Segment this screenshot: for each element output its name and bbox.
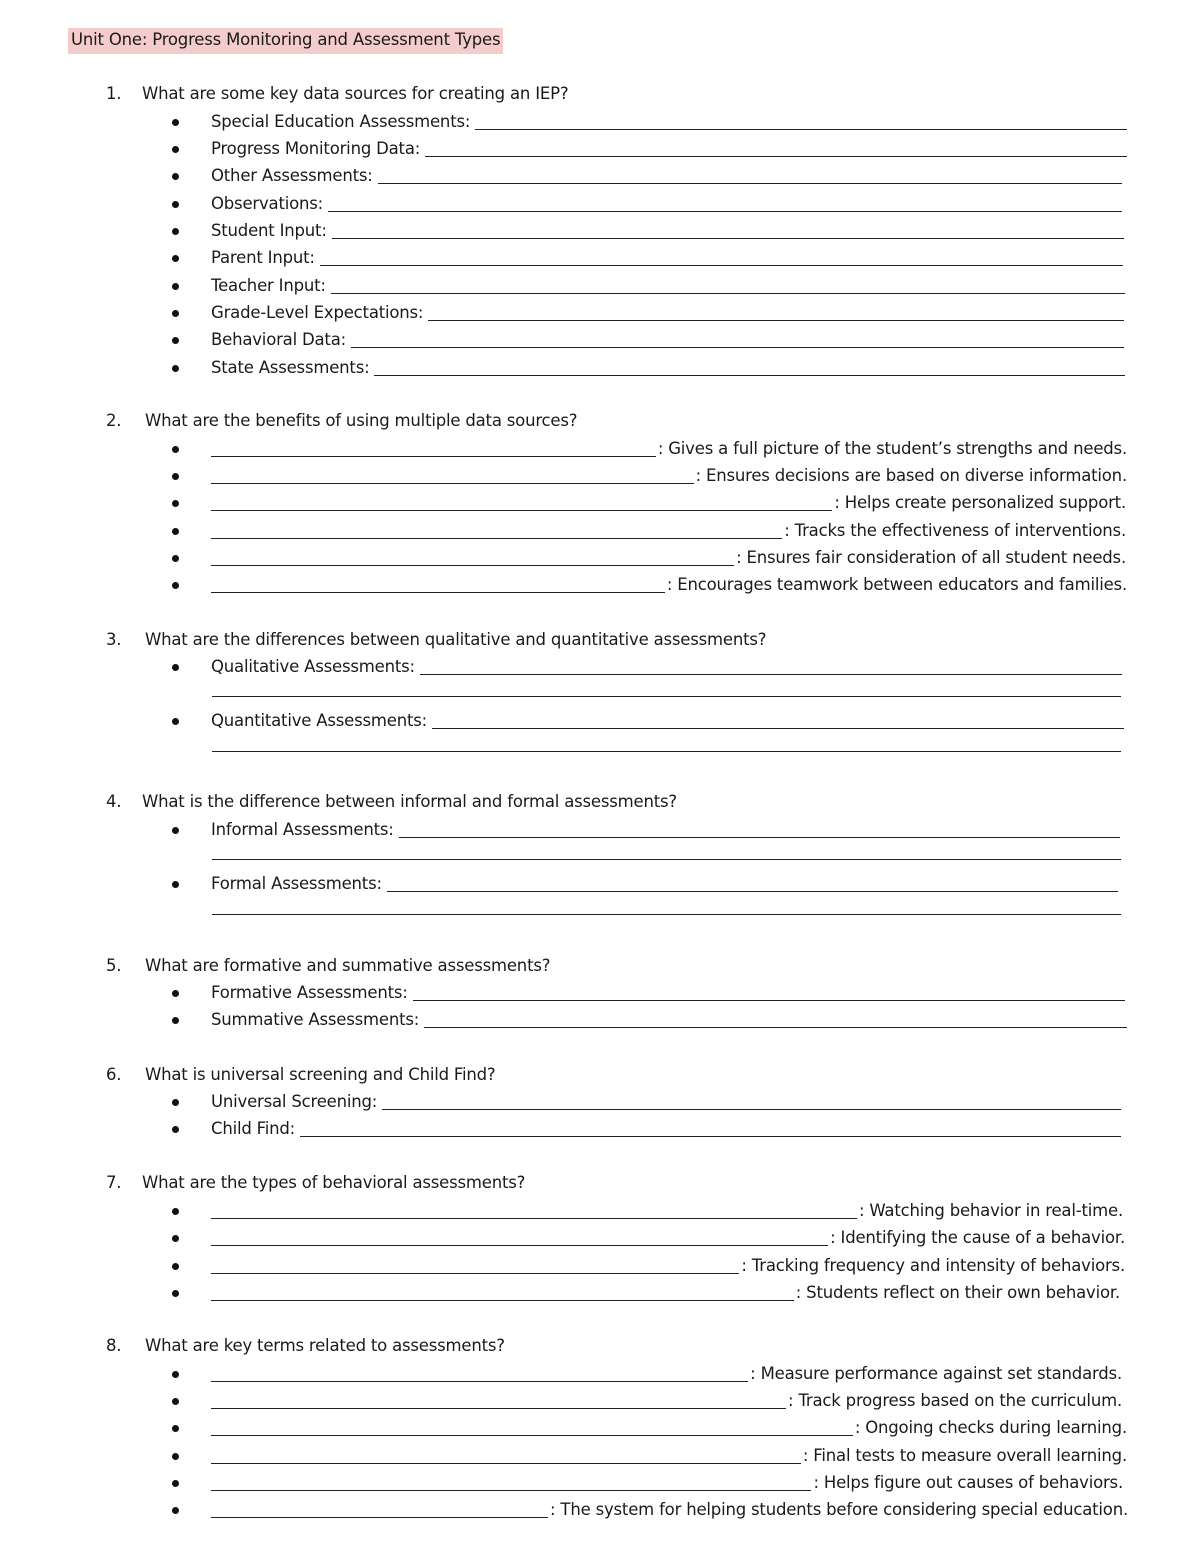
item-label: : Ongoing checks during learning.: [854, 1418, 1127, 1437]
bullet-icon: [172, 473, 179, 480]
question-text: What are the differences between qualitative and quantitative assessments?: [145, 630, 767, 649]
question-number: 8.: [106, 1336, 122, 1355]
answer-blank[interactable]: [211, 1381, 748, 1382]
bullet-icon: [172, 1208, 179, 1215]
answer-blank-continuation[interactable]: [212, 914, 1121, 915]
bullet-icon: [172, 1453, 179, 1460]
question-1: [106, 82, 568, 106]
question-7: [106, 1171, 525, 1195]
list-item: [172, 1008, 1127, 1032]
list-item: [172, 1444, 1127, 1468]
answer-blank[interactable]: [211, 1490, 811, 1491]
item-label: Other Assessments:: [211, 166, 373, 185]
question-number: 7.: [106, 1173, 122, 1192]
bullet-icon: [172, 881, 179, 888]
item-label: Quantitative Assessments:: [211, 711, 427, 730]
item-label: Summative Assessments:: [211, 1010, 420, 1029]
bullet-icon: [172, 173, 179, 180]
item-label: : Gives a full picture of the student’s strengths and needs.: [657, 439, 1127, 458]
answer-blank-continuation[interactable]: [212, 751, 1121, 752]
question-number: 5.: [106, 956, 122, 975]
answer-blank[interactable]: [211, 1218, 857, 1219]
list-item: [172, 274, 1125, 298]
list-item: [172, 546, 1126, 570]
question-text: What are key terms related to assessments?: [145, 1336, 505, 1355]
question-number: 1.: [106, 84, 122, 103]
list-item: [172, 1498, 1128, 1522]
bullet-icon: [172, 201, 179, 208]
bullet-icon: [172, 718, 179, 725]
list-item: [172, 818, 1120, 842]
answer-blank[interactable]: [211, 483, 694, 484]
item-label: Teacher Input:: [211, 276, 326, 295]
item-label: : Students reflect on their own behavior.: [795, 1283, 1120, 1302]
answer-blank[interactable]: [420, 674, 1122, 675]
bullet-icon: [172, 1126, 179, 1133]
bullet-icon: [172, 1425, 179, 1432]
bullet-icon: [172, 310, 179, 317]
item-label: Formative Assessments:: [211, 983, 408, 1002]
list-item: [172, 1389, 1122, 1413]
item-label: : Final tests to measure overall learning.: [802, 1446, 1127, 1465]
question-number: 3.: [106, 630, 122, 649]
answer-blank[interactable]: [211, 1517, 548, 1518]
answer-blank-continuation[interactable]: [212, 859, 1121, 860]
answer-blank[interactable]: [328, 211, 1122, 212]
list-item: [172, 655, 1122, 679]
list-item: [172, 110, 1127, 134]
list-item: [172, 192, 1122, 216]
bullet-icon: [172, 555, 179, 562]
bullet-icon: [172, 365, 179, 372]
item-label: : Track progress based on the curriculum.: [788, 1391, 1122, 1410]
bullet-icon: [172, 990, 179, 997]
answer-blank[interactable]: [387, 891, 1118, 892]
list-item: [172, 1254, 1125, 1278]
bullet-icon: [172, 337, 179, 344]
answer-blank[interactable]: [428, 320, 1124, 321]
item-label: Universal Screening:: [211, 1092, 378, 1111]
answer-blank[interactable]: [382, 1109, 1121, 1110]
list-item: [172, 464, 1127, 488]
bullet-icon: [172, 1507, 179, 1514]
answer-blank[interactable]: [211, 1273, 739, 1274]
bullet-icon: [172, 664, 179, 671]
item-label: : Tracking frequency and intensity of behaviors.: [741, 1256, 1125, 1275]
question-4: [106, 790, 677, 814]
bullet-icon: [172, 283, 179, 290]
list-item: [172, 164, 1122, 188]
bullet-icon: [172, 1017, 179, 1024]
list-item: [172, 1362, 1122, 1386]
answer-blank[interactable]: [424, 1027, 1127, 1028]
list-item: [172, 491, 1126, 515]
answer-blank-continuation[interactable]: [212, 696, 1121, 697]
answer-blank[interactable]: [320, 265, 1123, 266]
question-number: 6.: [106, 1065, 122, 1084]
list-item: [172, 573, 1127, 597]
question-text: What are some key data sources for creating an IEP?: [142, 84, 569, 103]
answer-blank[interactable]: [211, 456, 656, 457]
bullet-icon: [172, 827, 179, 834]
bullet-icon: [172, 1398, 179, 1405]
list-item: [172, 246, 1123, 270]
answer-blank[interactable]: [211, 1463, 801, 1464]
item-label: Special Education Assessments:: [211, 112, 471, 131]
item-label: : Watching behavior in real-time.: [858, 1201, 1123, 1220]
item-label: : Encourages teamwork between educators and families.: [666, 575, 1127, 594]
bullet-icon: [172, 1099, 179, 1106]
bullet-icon: [172, 1263, 179, 1270]
item-label: : Helps create personalized support.: [834, 493, 1126, 512]
answer-blank[interactable]: [399, 837, 1120, 838]
item-label: : Ensures fair consideration of all student needs.: [736, 548, 1126, 567]
item-label: : Ensures decisions are based on diverse information.: [695, 466, 1127, 485]
answer-blank[interactable]: [211, 510, 832, 511]
item-label: Informal Assessments:: [211, 820, 394, 839]
list-item: [172, 1090, 1121, 1114]
bullet-icon: [172, 1480, 179, 1487]
list-item: [172, 1117, 1121, 1141]
list-item: [172, 872, 1118, 896]
answer-blank[interactable]: [331, 293, 1125, 294]
item-label: : Measure performance against set standards.: [750, 1364, 1122, 1383]
bullet-icon: [172, 446, 179, 453]
item-label: Formal Assessments:: [211, 874, 382, 893]
answer-blank[interactable]: [300, 1136, 1121, 1137]
list-item: [172, 301, 1124, 325]
bullet-icon: [172, 119, 179, 126]
item-label: Qualitative Assessments:: [211, 657, 415, 676]
answer-blank[interactable]: [211, 1435, 853, 1436]
item-label: : Identifying the cause of a behavior.: [830, 1228, 1125, 1247]
list-item: [172, 519, 1126, 543]
list-item: [172, 981, 1125, 1005]
question-text: What is universal screening and Child Find?: [145, 1065, 496, 1084]
item-label: : Tracks the effectiveness of interventions.: [784, 521, 1126, 540]
list-item: [172, 437, 1127, 461]
answer-blank[interactable]: [432, 728, 1124, 729]
list-item: [172, 328, 1124, 352]
item-label: Student Input:: [211, 221, 327, 240]
answer-blank[interactable]: [425, 156, 1127, 157]
question-text: What is the difference between informal and formal assessments?: [142, 792, 677, 811]
bullet-icon: [172, 582, 179, 589]
item-label: Child Find:: [211, 1119, 296, 1138]
list-item: [172, 137, 1127, 161]
bullet-icon: [172, 146, 179, 153]
bullet-icon: [172, 228, 179, 235]
list-item: [172, 356, 1125, 380]
list-item: [172, 1281, 1120, 1305]
question-text: What are the types of behavioral assessments?: [142, 1173, 526, 1192]
question-6: [106, 1063, 496, 1087]
question-text: What are formative and summative assessments?: [145, 956, 551, 975]
list-item: [172, 1416, 1127, 1440]
answer-blank[interactable]: [211, 538, 782, 539]
bullet-icon: [172, 1371, 179, 1378]
item-label: : The system for helping students before considering special education.: [550, 1500, 1128, 1519]
answer-blank[interactable]: [211, 565, 734, 566]
bullet-icon: [172, 528, 179, 535]
item-label: Progress Monitoring Data:: [211, 139, 421, 158]
question-3: [106, 628, 766, 652]
bullet-icon: [172, 500, 179, 507]
page-title: Unit One: Progress Monitoring and Assessment Types: [68, 28, 503, 54]
bullet-icon: [172, 1290, 179, 1297]
question-number: 4.: [106, 792, 122, 811]
answer-blank[interactable]: [332, 238, 1124, 239]
item-label: Observations:: [211, 194, 324, 213]
question-number: 2.: [106, 411, 122, 430]
bullet-icon: [172, 1235, 179, 1242]
question-2: [106, 409, 577, 433]
list-item: [172, 1471, 1123, 1495]
answer-blank[interactable]: [211, 1408, 786, 1409]
list-item: [172, 709, 1124, 733]
list-item: [172, 1226, 1125, 1250]
answer-blank[interactable]: [211, 592, 665, 593]
list-item: [172, 219, 1124, 243]
answer-blank[interactable]: [378, 183, 1122, 184]
bullet-icon: [172, 255, 179, 262]
item-label: Parent Input:: [211, 248, 315, 267]
answer-blank[interactable]: [351, 347, 1124, 348]
question-5: [106, 954, 550, 978]
question-8: [106, 1334, 505, 1358]
item-label: State Assessments:: [211, 358, 370, 377]
answer-blank[interactable]: [475, 129, 1127, 130]
list-item: [172, 1199, 1123, 1223]
question-text: What are the benefits of using multiple data sources?: [145, 411, 578, 430]
answer-blank[interactable]: [211, 1245, 828, 1246]
answer-blank[interactable]: [413, 1000, 1125, 1001]
item-label: Behavioral Data:: [211, 330, 346, 349]
answer-blank[interactable]: [374, 375, 1125, 376]
item-label: Grade-Level Expectations:: [211, 303, 424, 322]
item-label: : Helps figure out causes of behaviors.: [813, 1473, 1123, 1492]
answer-blank[interactable]: [211, 1300, 794, 1301]
